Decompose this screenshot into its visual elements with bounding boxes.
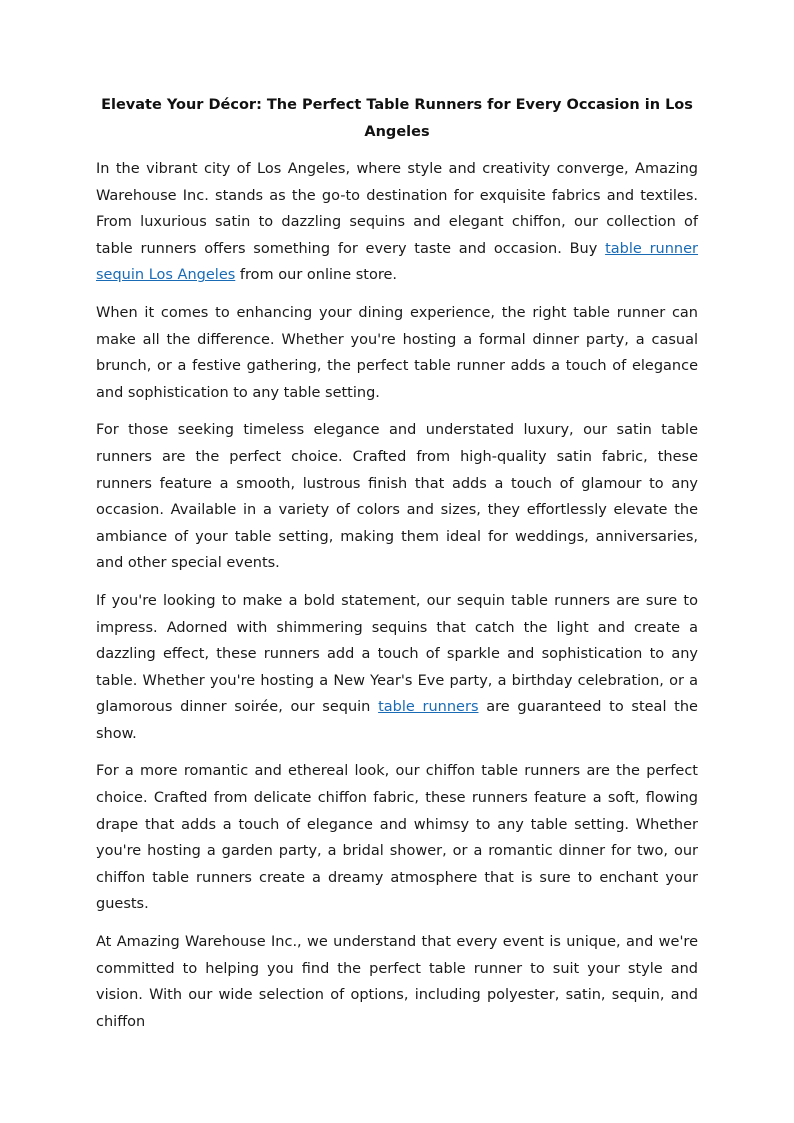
paragraph-sequin bbox=[96, 588, 698, 748]
document-title: Elevate Your Décor: The Perfect Table Runners for Every Occasion in Los Angeles bbox=[101, 97, 693, 140]
table-runners-link[interactable]: table runners bbox=[378, 699, 479, 716]
paragraph-intro-text: In the vibrant city of Los Angeles, where style and creativity converge, Amazing Warehouse Inc. stands as the go-to destination for exquisite fabrics and textiles. From luxurious satin to dazzling sequins and elegant chiffon, our collection of table runners offers something for every taste and occasion. Buy bbox=[96, 161, 698, 257]
paragraph-closing: At Amazing Warehouse Inc., we understand that every event is unique, and we're committed to helping you find the perfect table runner to suit your style and vision. With our wide selection of options, including polyester, satin, sequin, and chiffon bbox=[96, 934, 698, 1030]
paragraph-sequin-text: If you're looking to make a bold statement, our sequin table runners are sure to impress. Adorned with shimmering sequins that catch the light and create a dazzling effect, these runners add a touch of sparkle and sophistication to any table. Whether you're hosting a New Year's Eve party, a birthday celebration, or a glamorous dinner soirée, our sequin bbox=[96, 592, 698, 716]
paragraph-satin: For those seeking timeless elegance and understated luxury, our satin table runners are the perfect choice. Crafted from high-quality satin fabric, these runners feature a smooth, lustrous finish that adds a touch of glamour to any occasion. Available in a variety of colors and sizes, they effortlessly elevate the ambiance of your table setting, making them ideal for weddings, anniversaries, and other special events. bbox=[96, 422, 698, 572]
document-page bbox=[96, 92, 698, 1046]
paragraph-dining: When it comes to enhancing your dining experience, the right table runner can make all the difference. Whether you're hosting a formal dinner party, a casual brunch, or a festive gathering, the perfect table runner adds a touch of elegance and sophistication to any table setting. bbox=[96, 304, 698, 401]
paragraph-intro bbox=[96, 156, 698, 289]
paragraph-chiffon: For a more romantic and ethereal look, our chiffon table runners are the perfect choice. Crafted from delicate chiffon fabric, these runners feature a soft, flowing drape that adds a touch of elegance and whimsy to any table setting. Whether you're hosting a garden party, a bridal shower, or a romantic dinner for two, our chiffon table runners create a dreamy atmosphere that is sure to enchant your guests. bbox=[96, 763, 698, 913]
paragraph-sequin-after: are guaranteed to steal the show. bbox=[96, 699, 698, 742]
table-runner-sequin-link[interactable]: table runner sequin Los Angeles bbox=[96, 240, 698, 284]
paragraph-intro-after: from our online store. bbox=[235, 267, 398, 284]
